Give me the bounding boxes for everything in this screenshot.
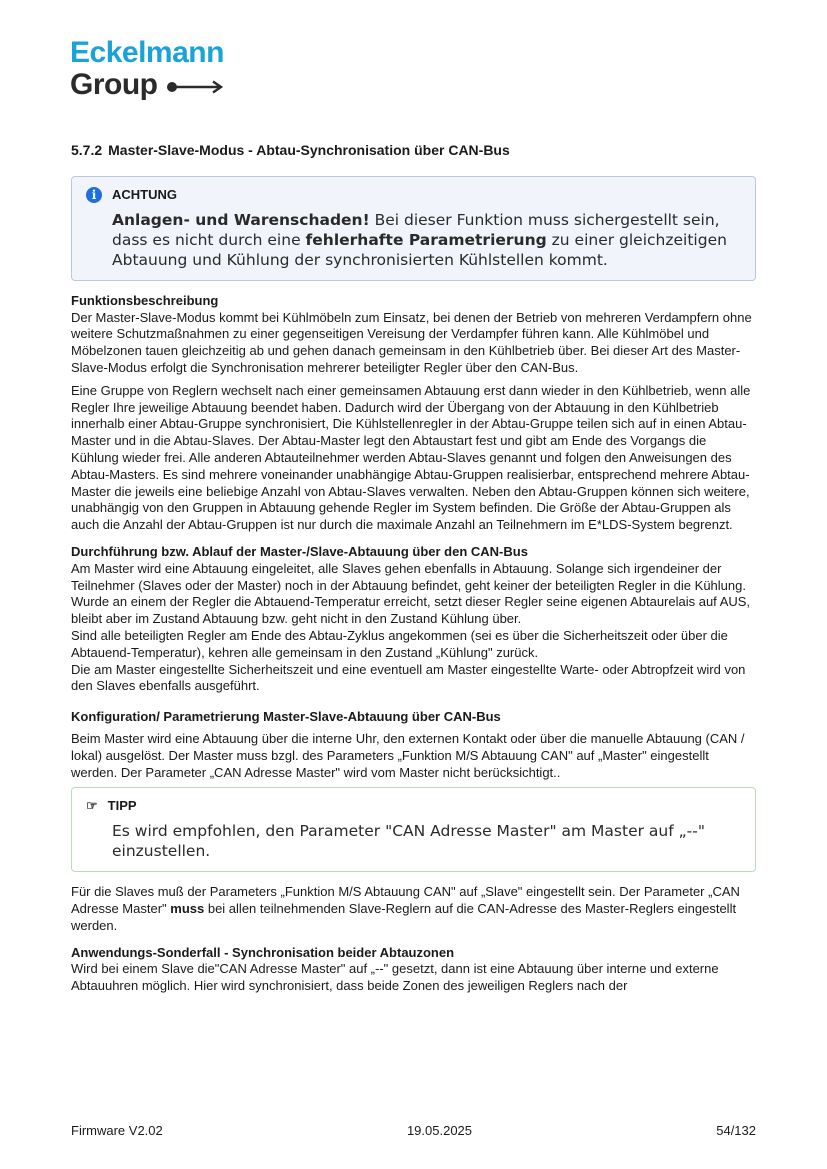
section-heading <box>71 142 756 158</box>
funktion-paragraph-2: Eine Gruppe von Reglern wechselt nach einer gemeinsamen Abtauung erst dann wieder in den Kühlbetrieb, wenn alle Regler Ihre jeweilige Abtauung beendet haben. Dadurch wird der Übergang von der Abtauung in den Kühlbetrieb innerhalb einer Abtau-Gruppe synchronisiert, Die Kühlstellenregler in der Abtau-Gruppe teilen sich auf in einen Abtau-Master und in die Abtau-Slaves. Der Abtau-Master legt den Abtaustart fest und gibt am Ende des Vorgangs die Kühlung wieder frei. Alle anderen Abtauteilnehmer werden Abtau-Slaves genannt und folgen den Anweisungen des Abtau-Masters. Es sind mehrere voneinander unabhängige Abtau-Gruppen realisierbar, entsprechend mehrere Abtau-Master die jeweils eine beliebige Anzahl von Abtau-Slaves verwalten. Neben den Abtau-Gruppen können sich weitere, unabhängig von den Gruppen in Abtauung gehende Regler im System befinden. Die Größe der Abtau-Gruppen als auch die Anzahl der Abtau-Gruppen ist nur durch die maximale Anzahl an Teilnehmern im E*LDS-System begrenzt. <box>71 382 751 533</box>
konfiguration-title: Konfiguration/ Parametrierung Master-Slave-Abtauung über CAN-Bus <box>71 709 501 725</box>
funktion-paragraph-1: Der Master-Slave-Modus kommt bei Kühlmöbeln zum Einsatz, bei denen der Betrieb von mehreren Verdampfern ohne weitere Schutzmaßnahmen zu einer gegenseitigen Vereisung der Verdampfer führen kann. Alle Kühlmöbel und Möbelzonen tauen gleichzeitig ab und gehen danach gemeinsam in den Kühlbetrieb über. Bei dieser Art des Master-Slave-Modus erfolgt die Synchronisation mehrerer beteiligter Regler über den CAN-Bus. <box>71 309 752 375</box>
slaves-paragraph <box>71 884 756 934</box>
slaves-text-1: Für die Slaves muß der Parameters „Funktion M/S Abtauung CAN" auf „Slave" eingestellt sein. Der Parameter „CAN Adresse Master" <box>71 884 740 916</box>
sonderfall-paragraph: Wird bei einem Slave die"CAN Adresse Master" auf „--" gesetzt, dann ist eine Abtauung über interne und externe Abtauuhren möglich. Hier wird synchronisiert, dass beide Zonen des jeweiligen Reglers nach der <box>71 961 719 994</box>
durchfuehrung-line-3: Sind alle beteiligten Regler am Ende des Abtau-Zyklus angekommen (sei es über die Sicherheitszeit oder über die Abtauend-Temperatur), kehren alle gemeinsam in den Zustand „Kühlung" zurück. <box>71 627 728 660</box>
durchfuehrung-line-1: Am Master wird eine Abtauung eingeleitet, alle Slaves gehen ebenfalls in Abtauung. Solange sich irgendeiner der Teilnehmer (Slaves oder der Master) noch in der Abtauung befindet, geht keiner der beteiligten Regler in die Kühlung. <box>71 560 746 593</box>
funktion-title: Funktionsbeschreibung <box>71 292 219 308</box>
page-content <box>71 142 756 1001</box>
page-footer <box>71 1123 756 1138</box>
tip-box <box>71 787 756 872</box>
footer-date: 19.05.2025 <box>406 1123 473 1138</box>
section-number: 5.7.2 <box>71 142 103 158</box>
warning-bold-2: fehlerhafte Parametrierung <box>305 230 547 249</box>
pointing-hand-icon: ☞ <box>86 798 98 814</box>
durchfuehrung-line-2: Wurde an einem der Regler die Abtauend-Temperatur erreicht, setzt dieser Regler seine eigenen Abtaurelais auf AUS, bleibt aber im Zustand Abtauung bzw. geht nicht in den Zustand Kühlung über. <box>71 594 751 627</box>
info-icon: i <box>86 187 102 203</box>
logo-eckelmann: Eckelmann <box>70 36 224 69</box>
konfiguration-paragraph: Beim Master wird eine Abtauung über die interne Uhr, den externen Kontakt oder über die manuelle Abtauung (CAN / lokal) ausgelöst. Der Master muss bzgl. des Parameters „Funktion M/S Abtauung CAN" auf „Master" eingestellt werden. Der Parameter „CAN Adresse Master" wird vom Master nicht berücksichtigt.. <box>71 730 745 780</box>
logo-arrow-icon <box>166 80 226 94</box>
warning-label: ACHTUNG <box>112 187 177 202</box>
warning-box <box>71 176 756 281</box>
tip-label: TIPP <box>107 798 137 814</box>
warning-text-2: zu einer gleichzeitigen Abtauung und Kühlung der synchronisierten Kühlstellen kommt. <box>112 230 727 269</box>
company-logo <box>70 38 226 100</box>
section-title: Master-Slave-Modus - Abtau-Synchronisation über CAN-Bus <box>108 142 510 158</box>
tip-text: Es wird empfohlen, den Parameter "CAN Adresse Master" am Master auf „--" einzustellen. <box>112 822 705 861</box>
slaves-bold: muss <box>170 900 205 916</box>
footer-page-number: 54/132 <box>716 1123 756 1138</box>
warning-bold-1: Anlagen- und Warenschaden! <box>112 210 370 229</box>
warning-text <box>84 210 743 270</box>
durchfuehrung-title: Durchführung bzw. Ablauf der Master-/Slave-Abtauung über den CAN-Bus <box>71 543 528 559</box>
durchfuehrung-line-4: Die am Master eingestellte Sicherheitszeit und eine eventuell am Master eingestellte Warte- oder Abtropfzeit wird von den Slaves ebenfalls ausgeführt. <box>71 661 746 694</box>
sonderfall-title: Anwendungs-Sonderfall - Synchronisation beider Abtauzonen <box>71 944 455 960</box>
logo-group: Group <box>70 68 158 101</box>
footer-firmware: Firmware V2.02 <box>71 1123 163 1138</box>
warning-text-1: Bei dieser Funktion muss sichergestellt sein, dass es nicht durch eine <box>112 210 720 249</box>
slaves-text-2: bei allen teilnehmenden Slave-Reglern auf die CAN-Adresse des Master-Reglers eingestellt werden. <box>71 900 737 933</box>
